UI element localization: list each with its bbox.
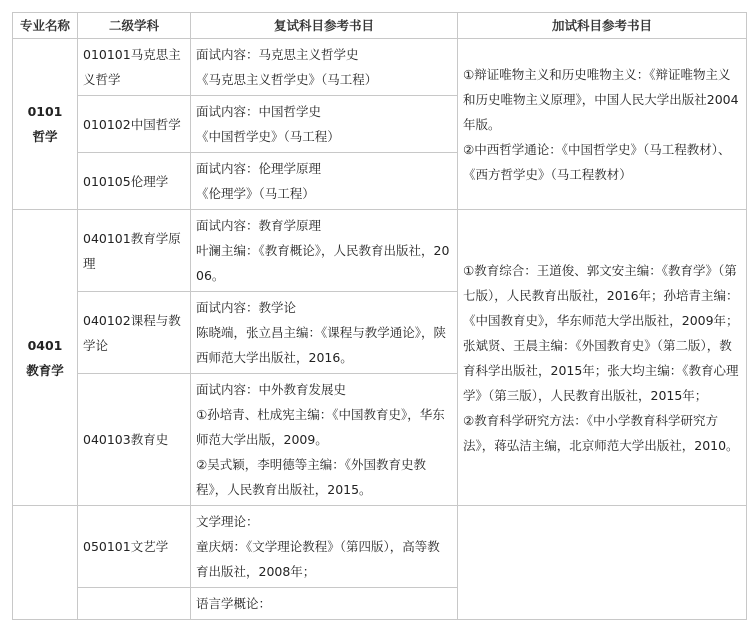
sub-cell: 010105伦理学: [78, 153, 191, 210]
sub-cell: 010102中国哲学: [78, 96, 191, 153]
reference-books-table: [12, 12, 747, 620]
sub-cell: 050101文艺学: [78, 506, 191, 588]
extra-cell: ①辩证唯物主义和历史唯物主义：《辩证唯物主义和历史唯物主义原理》，中国人民大学出版社2004年版。 ②中西哲学通论：《中国哲学史》（马工程教材）、《西方哲学史》（马工程教材）: [458, 39, 747, 210]
major-cell: [13, 210, 78, 506]
table-row: [13, 39, 747, 96]
major-code: 0401: [27, 337, 63, 353]
major-code: 0101: [27, 104, 63, 119]
retest-cell: 面试内容：中外教育发展史 ①孙培青、杜成宪主编：《中国教育史》，华东师范大学出版，2009。 ②吴式颖，李明德等主编：《外国教育史教程》，人民教育出版社，2015。: [191, 374, 458, 506]
retest-cell: 面试内容：教育学原理 叶澜主编：《教育概论》，人民教育出版社，2006。: [191, 210, 458, 292]
retest-cell: 面试内容：马克思主义哲学史 《马克思主义哲学史》（马工程）: [191, 39, 458, 96]
major-cell: [13, 506, 78, 620]
header-row: [13, 13, 747, 39]
extra-cell: [458, 506, 747, 620]
sub-cell: 040102课程与教学论: [78, 292, 191, 374]
header-major: 专业名称: [13, 13, 78, 39]
table-row: [13, 210, 747, 292]
sub-cell: 040103教育史: [78, 374, 191, 506]
retest-cell: 文学理论： 童庆炳：《文学理论教程》（第四版），高等教育出版社，2008年；: [191, 506, 458, 588]
retest-cell: 面试内容：教学论 陈晓端，张立昌主编：《课程与教学通论》，陕西师范大学出版社，2016。: [191, 292, 458, 374]
sub-cell: [78, 588, 191, 620]
retest-cell: 语言学概论：: [191, 588, 458, 620]
sub-cell: 040101教育学原理: [78, 210, 191, 292]
sub-cell: 010101马克思主义哲学: [78, 39, 191, 96]
retest-cell: 面试内容：中国哲学史 《中国哲学史》（马工程）: [191, 96, 458, 153]
header-extra: 加试科目参考书目: [458, 13, 747, 39]
table-row: [13, 506, 747, 588]
major-cell: [13, 39, 78, 210]
retest-cell: 面试内容：伦理学原理 《伦理学》（马工程）: [191, 153, 458, 210]
header-sub: 二级学科: [78, 13, 191, 39]
header-retest: 复试科目参考书目: [191, 13, 458, 39]
major-name: 教育学: [26, 362, 64, 378]
major-name: 哲学: [32, 129, 58, 144]
extra-cell: ①教育综合：王道俊、郭文安主编：《教育学》（第七版），人民教育出版社，2016年；孙培青主编：《中国教育史》，华东师范大学出版社，2009年；张斌贤、王晨主编：《外国教育史》（第二版），教育科学出版社，2015年；张大均主编：《教育心理学》（第三版），人民教育出版社，2015年； ②教育科学研究方法：《中小学教育科学研究方法》，蒋弘洁主编，北京师范大学出版社，2010。: [458, 210, 747, 506]
